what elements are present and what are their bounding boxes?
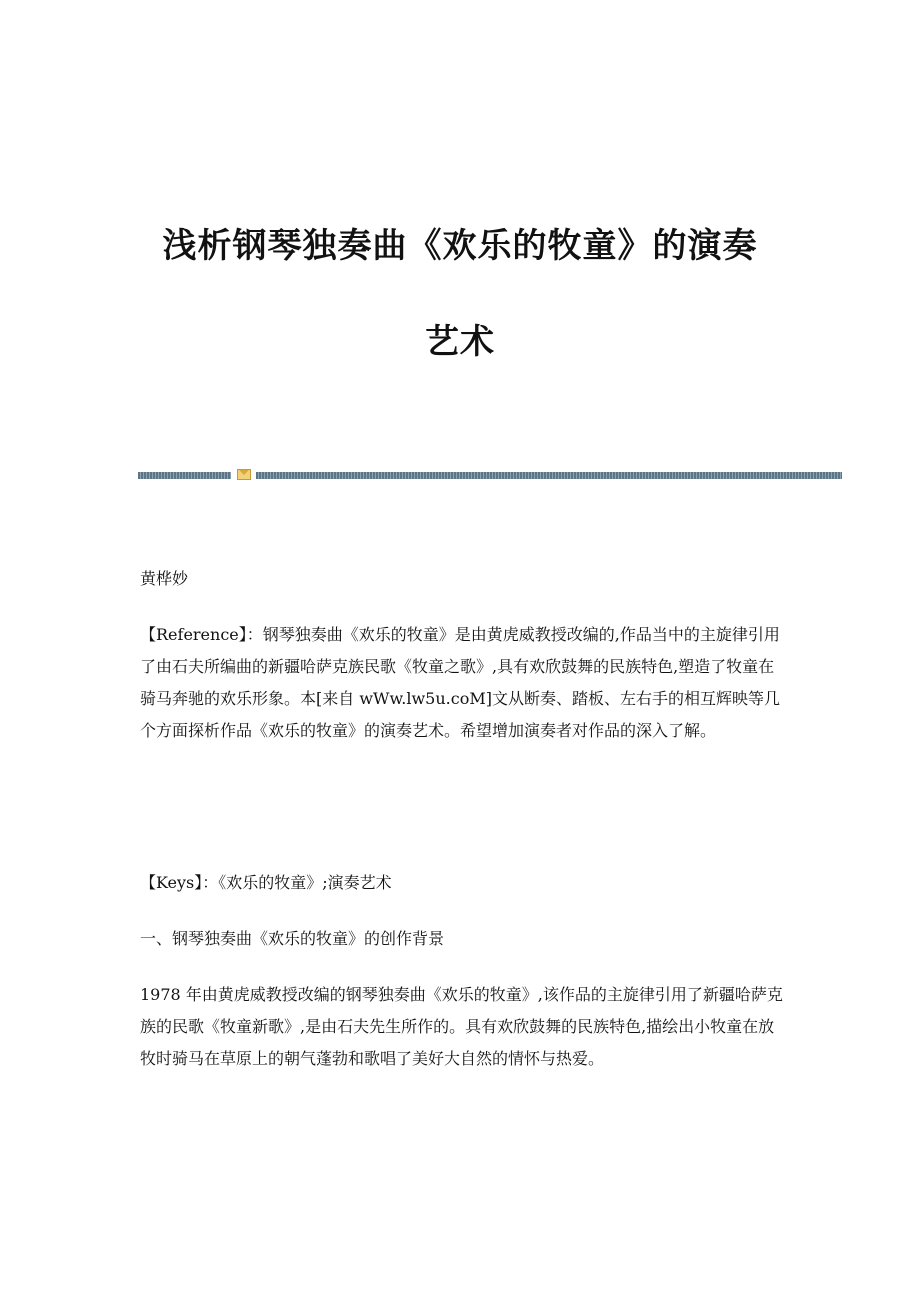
divider-bar-left (138, 472, 231, 479)
title-divider (138, 468, 842, 482)
envelope-icon (237, 469, 251, 480)
author-name: 黄桦妙 (140, 569, 189, 588)
abstract-label: 【Reference】： (140, 625, 263, 644)
divider-bar-right (256, 472, 842, 479)
keywords-text: 《欢乐的牧童》;演奏艺术 (218, 873, 392, 892)
keywords-label: 【Keys】： (140, 873, 219, 892)
keywords (140, 867, 790, 899)
abstract (140, 619, 790, 747)
section-heading: 一、钢琴独奏曲《欢乐的牧童》的创作背景 (140, 929, 445, 948)
title-line-2: 艺术 (425, 322, 495, 362)
title-line-1: 浅析钢琴独奏曲《欢乐的牧童》的演奏 (162, 226, 758, 266)
abstract-text: 钢琴独奏曲《欢乐的牧童》是由黄虎威教授改编的,作品当中的主旋律引用了由石夫所编曲的新疆哈萨克族民歌《牧童之歌》,具有欢欣鼓舞的民族特色,塑造了牧童在骑马奔驰的欢乐形象。本[来自 wWw.lw5u.coM]文从断奏、踏板、左右手的相互辉映等几个方面探析作品《欢乐的牧童》的演奏艺术。希望增加演奏者对作品的深入了解。 (140, 625, 780, 740)
body-paragraph: 1978 年由黄虎威教授改编的钢琴独奏曲《欢乐的牧童》,该作品的主旋律引用了新疆哈萨克族的民歌《牧童新歌》,是由石夫先生所作的。具有欢欣鼓舞的民族特色,描绘出小牧童在放牧时骑马在草原上的朝气蓬勃和歌唱了美好大自然的情怀与热爱。 (140, 985, 783, 1068)
